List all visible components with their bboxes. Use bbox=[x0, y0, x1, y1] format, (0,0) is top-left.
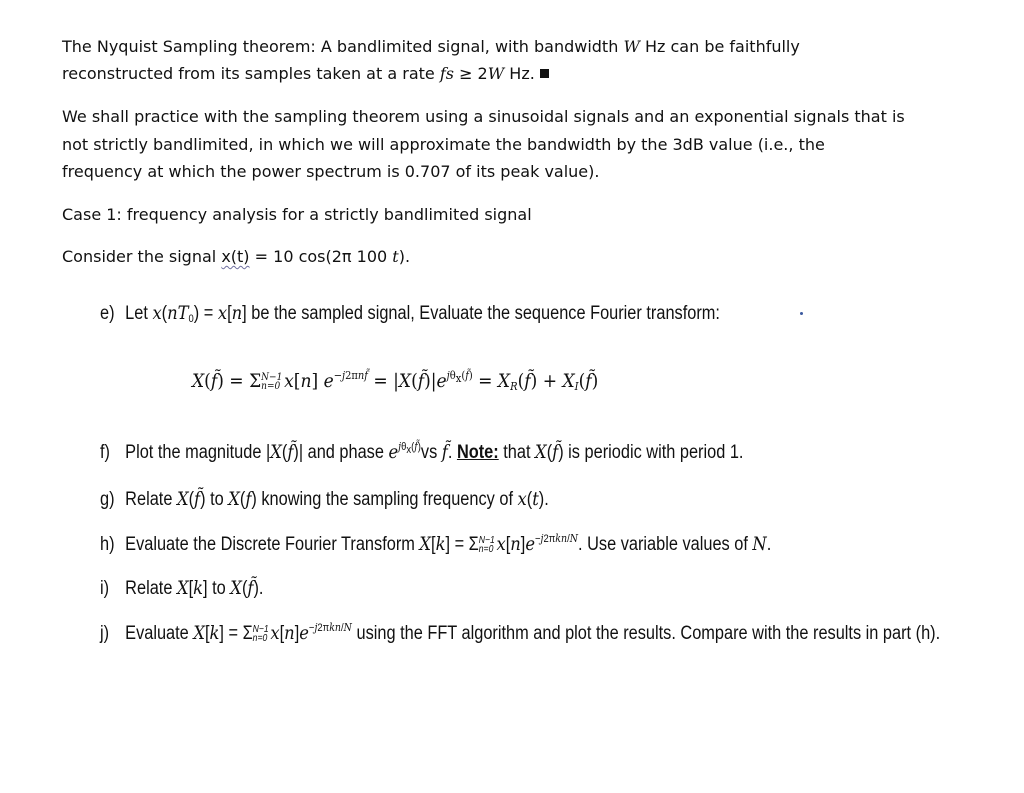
nyquist-text-1: The Nyquist Sampling theorem: A bandlimited signal, with bandwidth bbox=[62, 37, 619, 56]
question-g-text1: Relate bbox=[125, 489, 173, 510]
nyquist-line-1 bbox=[62, 33, 800, 60]
question-e-text: be the sampled signal, Evaluate the sequence Fourier transform: bbox=[251, 303, 720, 324]
case1-heading: Case 1: frequency analysis for a strictly bandlimited signal bbox=[62, 205, 532, 224]
question-e-math: x bbox=[152, 302, 162, 324]
dtft-equation: X(f̃) = Σ N−1 n=0 x[n] $e^{-j2\pi nf̃}$ = $|X(f̃)|e^{j\theta_x(f̃)}$ = $X_R(f̃)$ + $X_I(f̃)$ bbox=[192, 369, 599, 393]
question-i-label: i) bbox=[100, 578, 110, 599]
question-g-text2: to bbox=[210, 489, 224, 510]
question-f-text4: that bbox=[503, 442, 531, 463]
signal-t: t bbox=[392, 247, 399, 266]
question-g-text3: knowing the sampling frequency of bbox=[261, 489, 513, 510]
signal-prefix: Consider the signal bbox=[62, 247, 217, 266]
geq-symbol: ≥ 2 bbox=[459, 64, 488, 83]
bandwidth-symbol: W bbox=[623, 37, 640, 56]
question-j-label: j) bbox=[100, 623, 110, 644]
nyquist-line-2 bbox=[62, 60, 549, 87]
question-j-text2: using the FFT algorithm and plot the results. Compare with the results in part (h). bbox=[356, 623, 941, 644]
question-j-text1: Evaluate bbox=[125, 623, 189, 644]
question-f-label: f) bbox=[100, 442, 110, 463]
practice-line-2: not strictly bandlimited, in which we will approximate the bandwidth by the 3dB value (i.e., the bbox=[62, 135, 825, 154]
question-g-label: g) bbox=[100, 489, 115, 510]
question-f-note: Note: bbox=[456, 442, 499, 463]
question-e-label: e) bbox=[100, 303, 115, 324]
question-h-text1: Evaluate the Discrete Fourier Transform bbox=[125, 534, 415, 555]
question-h-text2: . Use variable values of bbox=[578, 534, 748, 555]
signal-rest: = 10 cos(2π 100 bbox=[254, 247, 388, 266]
question-f: f) Plot the magnitude |X(f̃)| and phase $e^{j\theta_x(f̃)}vs$ f̃. Note: that X(f̃) is periodic with period 1. bbox=[100, 439, 743, 466]
practice-line-3: frequency at which the power spectrum is 0.707 of its peak value). bbox=[62, 162, 600, 181]
question-e-let: Let bbox=[125, 303, 148, 324]
end-of-proof-square-icon bbox=[540, 69, 549, 78]
nyquist-text-1-end: Hz can be faithfully bbox=[644, 37, 800, 56]
question-j: j) Evaluate X[k] = Σ N−1 n=0 $x[n]e^{-j2\pi kn/N}$ using the FFT algorithm and plot the results. Compare with the results in part (h). bbox=[100, 620, 940, 647]
fs-symbol: fs bbox=[439, 64, 454, 83]
signal-xt: x(t) bbox=[221, 247, 250, 266]
question-g: g) Relate X(f̃) to X(f) knowing the sampling frequency of x(t). bbox=[100, 486, 549, 513]
hz-text: Hz. bbox=[509, 64, 535, 83]
question-f-text1: Plot the magnitude bbox=[125, 442, 262, 463]
practice-line-1: We shall practice with the sampling theorem using a sinusoidal signals and an exponential signals that is bbox=[62, 107, 905, 126]
question-e: e) Let $x(nT_0) = x[n]$ be the sampled signal, Evaluate the sequence Fourier transform: bbox=[100, 302, 720, 325]
nyquist-text-2: reconstructed from its samples taken at a rate bbox=[62, 64, 435, 83]
question-h: h) Evaluate the Discrete Fourier Transform X[k] = Σ N−1 n=0 $x[n]e^{-j2\pi kn/N}$. Use variable values of N. bbox=[100, 531, 771, 558]
question-h-label: h) bbox=[100, 534, 115, 555]
stray-dot bbox=[800, 312, 803, 315]
question-i-text2: to bbox=[212, 578, 226, 599]
question-i-text1: Relate bbox=[125, 578, 173, 599]
signal-end: ). bbox=[398, 247, 411, 266]
question-f-text2: and phase bbox=[307, 442, 384, 463]
question-f-text3: vs bbox=[420, 442, 438, 463]
signal-definition bbox=[62, 243, 410, 270]
bandwidth-symbol-2: W bbox=[487, 64, 505, 83]
question-i: i) Relate X[k] to X(f̃). bbox=[100, 575, 263, 602]
question-f-text5: is periodic with period 1. bbox=[568, 442, 744, 463]
